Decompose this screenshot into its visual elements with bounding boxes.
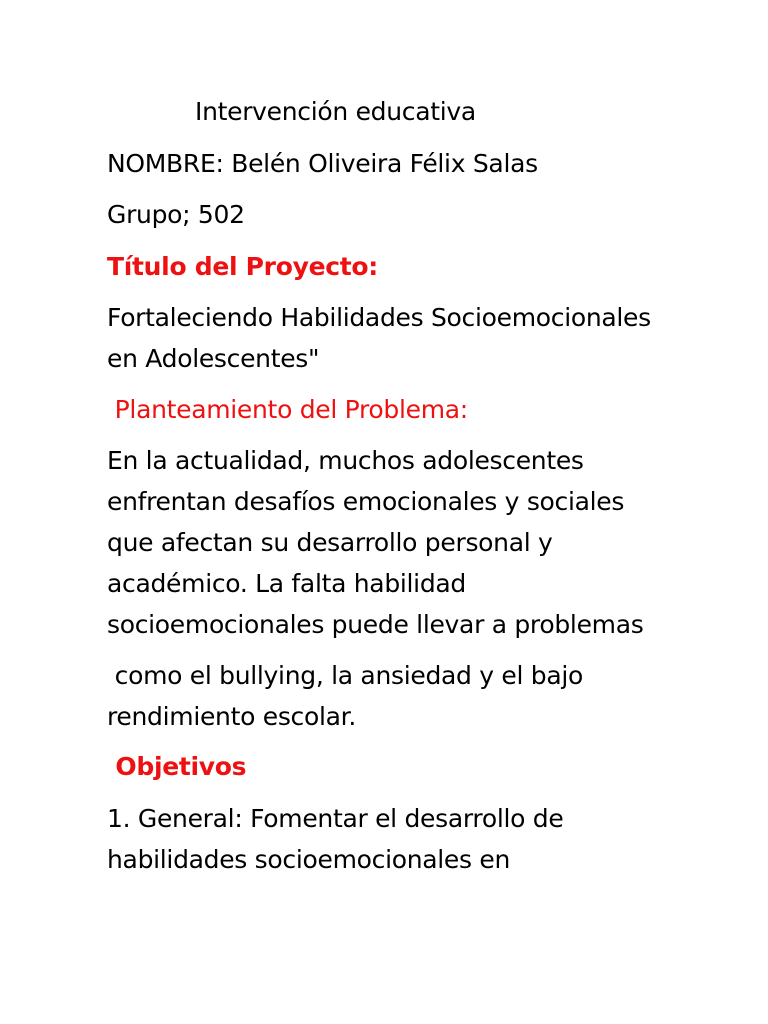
objectives-label: Objetivos xyxy=(107,752,247,781)
project-title-line-1: Fortaleciendo Habilidades Socioemocionales xyxy=(107,303,651,332)
student-name: NOMBRE: Belén Oliveira Félix Salas xyxy=(107,149,538,178)
problem-continued-line-2: rendimiento escolar. xyxy=(107,702,356,731)
objective-line-2: habilidades socioemocionales en xyxy=(107,845,510,874)
problem-line-5: socioemocionales puede llevar a problemas xyxy=(107,610,644,639)
problem-label: Planteamiento del Problema: xyxy=(107,395,468,424)
objective-line-1: 1. General: Fomentar el desarrollo de xyxy=(107,804,564,833)
problem-line-2: enfrentan desafíos emocionales y sociales xyxy=(107,487,625,516)
problem-line-1: En la actualidad, muchos adolescentes xyxy=(107,446,584,475)
document-heading: Intervención educativa xyxy=(195,97,476,126)
group-number: Grupo; 502 xyxy=(107,200,245,229)
project-title-line-2: en Adolescentes" xyxy=(107,344,320,373)
problem-line-4: académico. La falta habilidad xyxy=(107,569,466,598)
project-title-label: Título del Proyecto: xyxy=(107,252,378,281)
problem-continued-line-1: como el bullying, la ansiedad y el bajo xyxy=(107,661,583,690)
problem-line-3: que afectan su desarrollo personal y xyxy=(107,528,553,557)
